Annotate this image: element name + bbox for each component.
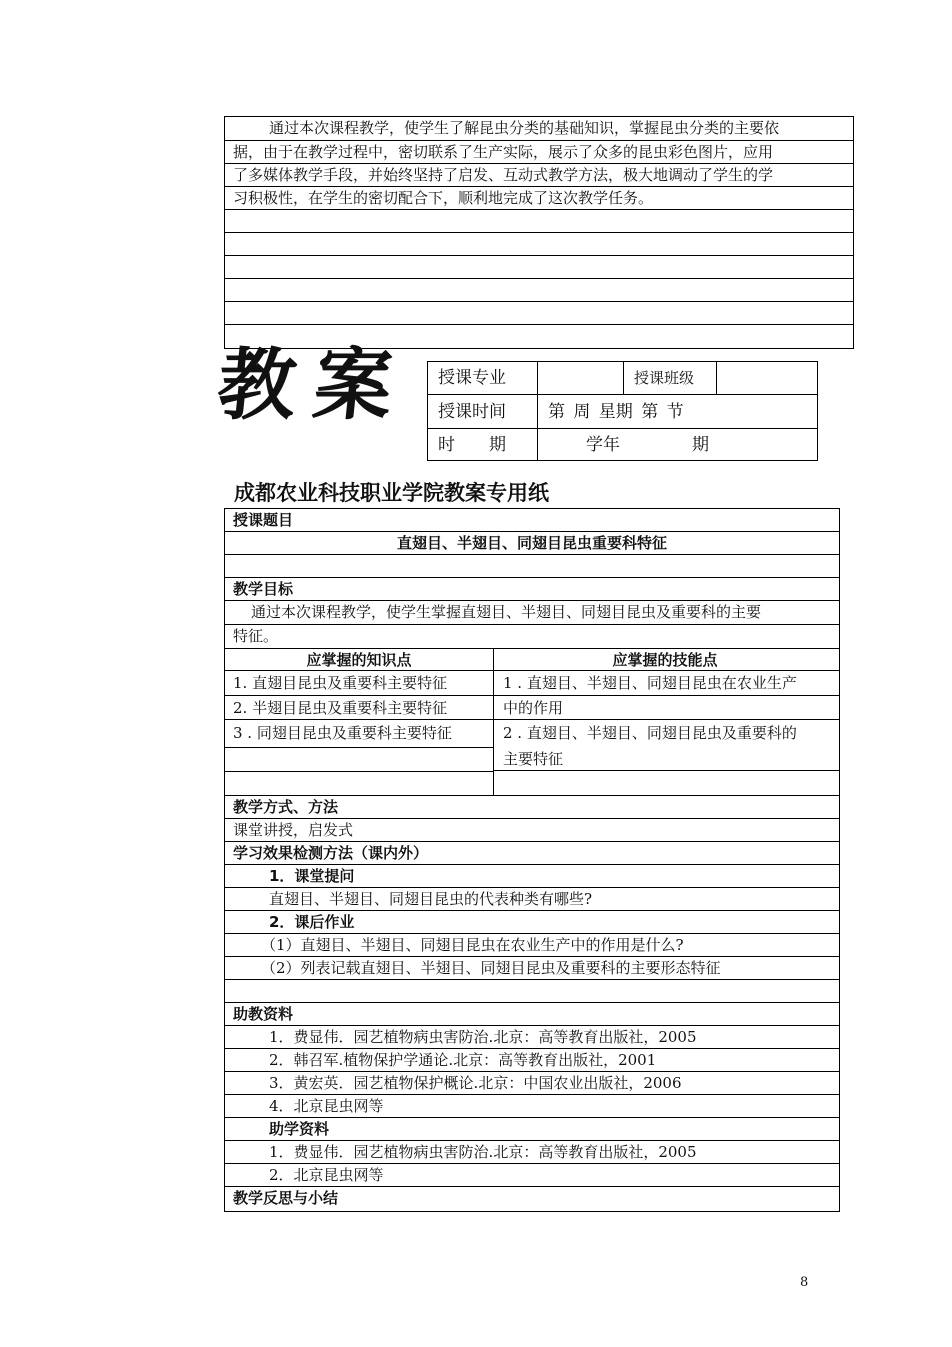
knowledge-item: 3 . 同翅目昆虫及重要科主要特征 [233, 724, 452, 742]
knowledge-header: 应掌握的知识点 [306, 651, 412, 669]
check-label: 学习效果检测方法（课内外） [233, 844, 429, 862]
learn-ref-label: 助学资料 [269, 1120, 330, 1138]
skill-header: 应掌握的技能点 [612, 651, 718, 669]
goal-text: 通过本次课程教学，使学生掌握直翅目、半翅目、同翅目昆虫及重要科的主要 [251, 603, 762, 621]
learn-ref-row [225, 1141, 839, 1164]
reflection-text: 据，由于在教学过程中，密切联系了生产实际，展示了众多的昆虫彩色图片，应用 [233, 143, 774, 161]
reflection-text: 了多媒体教学手段，并始终坚持了启发、互动式教学方法，极大地调动了学生的学 [233, 166, 774, 184]
reflection-label-row [225, 1187, 839, 1210]
reflection-line [225, 164, 853, 187]
goal-label: 教学目标 [233, 580, 294, 598]
teach-ref-row [225, 1049, 839, 1072]
check-1-text: 直翅目、半翅目、同翅目昆虫的代表种类有哪些? [269, 890, 593, 908]
skill-line: 2 . 直翅目、半翅目、同翅目昆虫及重要科的 [503, 724, 797, 742]
teach-ref-item: 1．费显伟．园艺植物病虫害防治.北京：高等教育出版社，2005 [269, 1028, 697, 1046]
teach-ref-item: 3．黄宏英．园艺植物保护概论.北京：中国农业出版社，2006 [269, 1074, 682, 1092]
reflection-text: 习积极性，在学生的密切配合下，顺利地完成了这次教学任务。 [233, 189, 654, 207]
teach-ref-row [225, 1072, 839, 1095]
check-2-item: （1）直翅目、半翅目、同翅目昆虫在农业生产中的作用是什么? [261, 936, 684, 954]
method-value-row [225, 819, 839, 842]
course-info-table [427, 361, 818, 461]
goal-label-row [225, 578, 839, 601]
teach-ref-row [225, 1026, 839, 1049]
reflection-line [225, 117, 853, 141]
jiao-an-logo: 教案 [213, 340, 415, 431]
learn-ref-item: 1．费显伟．园艺植物病虫害防治.北京：高等教育出版社，2005 [269, 1143, 697, 1161]
check-row [225, 865, 839, 888]
check-row [225, 888, 839, 911]
teach-ref-item: 2．韩召军.植物保护学通论.北京：高等教育出版社，2001 [269, 1051, 657, 1069]
topic-label: 授课题目 [233, 511, 294, 529]
period-term[interactable]: 期 [692, 435, 709, 455]
page-number: 8 [800, 1275, 809, 1290]
topic-value-row [225, 532, 839, 555]
reflection-line [225, 187, 853, 210]
knowledge-item: 2. 半翅目昆虫及重要科主要特征 [233, 699, 448, 717]
skill-line: 主要特征 [503, 750, 564, 768]
reflection-label: 教学反思与小结 [233, 1189, 339, 1207]
lesson-plan-table [224, 508, 840, 1212]
form-title: 成都农业科技职业学院教案专用纸 [234, 481, 549, 505]
ks-row [493, 696, 839, 720]
ks-left-line [225, 747, 493, 748]
check-label-row [225, 842, 839, 865]
reflection-text: 通过本次课程教学，使学生了解昆虫分类的基础知识，掌握昆虫分类的主要依 [269, 119, 780, 137]
learn-ref-label-row [225, 1118, 839, 1141]
check-row [225, 934, 839, 957]
ks-row [225, 720, 839, 747]
blank-line [225, 980, 839, 1003]
topic-value: 直翅目、半翅目、同翅目昆虫重要科特征 [396, 534, 667, 552]
knowledge-item: 1. 直翅目昆虫及重要科主要特征 [233, 674, 448, 692]
time-value[interactable]: 第 周 星期 第 节 [548, 402, 684, 422]
teach-ref-label-row [225, 1003, 839, 1026]
check-row [225, 957, 839, 980]
check-2-item: （2）列表记载直翅目、半翅目、同翅目昆虫及重要科的主要形态特征 [261, 959, 721, 977]
method-label: 教学方式、方法 [233, 798, 339, 816]
skill-line: 1 . 直翅目、半翅目、同翅目昆虫在农业生产 [503, 674, 797, 692]
blank-line [225, 555, 839, 578]
blank-line [225, 256, 853, 279]
check-row [225, 911, 839, 934]
blank-line [225, 279, 853, 302]
major-label: 授课专业 [438, 368, 506, 388]
period-year[interactable]: 学年 [586, 435, 620, 455]
skill-line: 中的作用 [503, 699, 564, 717]
goal-text: 特征。 [233, 627, 279, 645]
ks-row [225, 671, 839, 696]
teach-ref-row [225, 1095, 839, 1118]
goal-line [225, 625, 839, 649]
period-label: 时 期 [438, 435, 506, 455]
check-1-title: 1．课堂提问 [269, 867, 355, 885]
ks-row [225, 696, 493, 720]
blank-line [225, 302, 853, 325]
blank-line [225, 210, 853, 233]
teach-ref-label: 助教资料 [233, 1005, 294, 1023]
previous-reflection-table [224, 116, 854, 349]
topic-label-row [225, 509, 839, 532]
blank-line [225, 233, 853, 256]
time-label: 授课时间 [438, 402, 506, 422]
learn-ref-row [225, 1164, 839, 1187]
learn-ref-item: 2．北京昆虫网等 [269, 1166, 384, 1184]
method-value: 课堂讲授，启发式 [233, 821, 354, 839]
reflection-line [225, 141, 853, 164]
goal-line [225, 601, 839, 625]
check-2-title: 2．课后作业 [269, 913, 355, 931]
ks-row [493, 747, 839, 771]
method-label-row [225, 796, 839, 819]
ks-blank-row [225, 771, 839, 796]
ks-header-row [225, 649, 839, 671]
class-label: 授课班级 [634, 369, 695, 387]
teach-ref-item: 4．北京昆虫网等 [269, 1097, 384, 1115]
